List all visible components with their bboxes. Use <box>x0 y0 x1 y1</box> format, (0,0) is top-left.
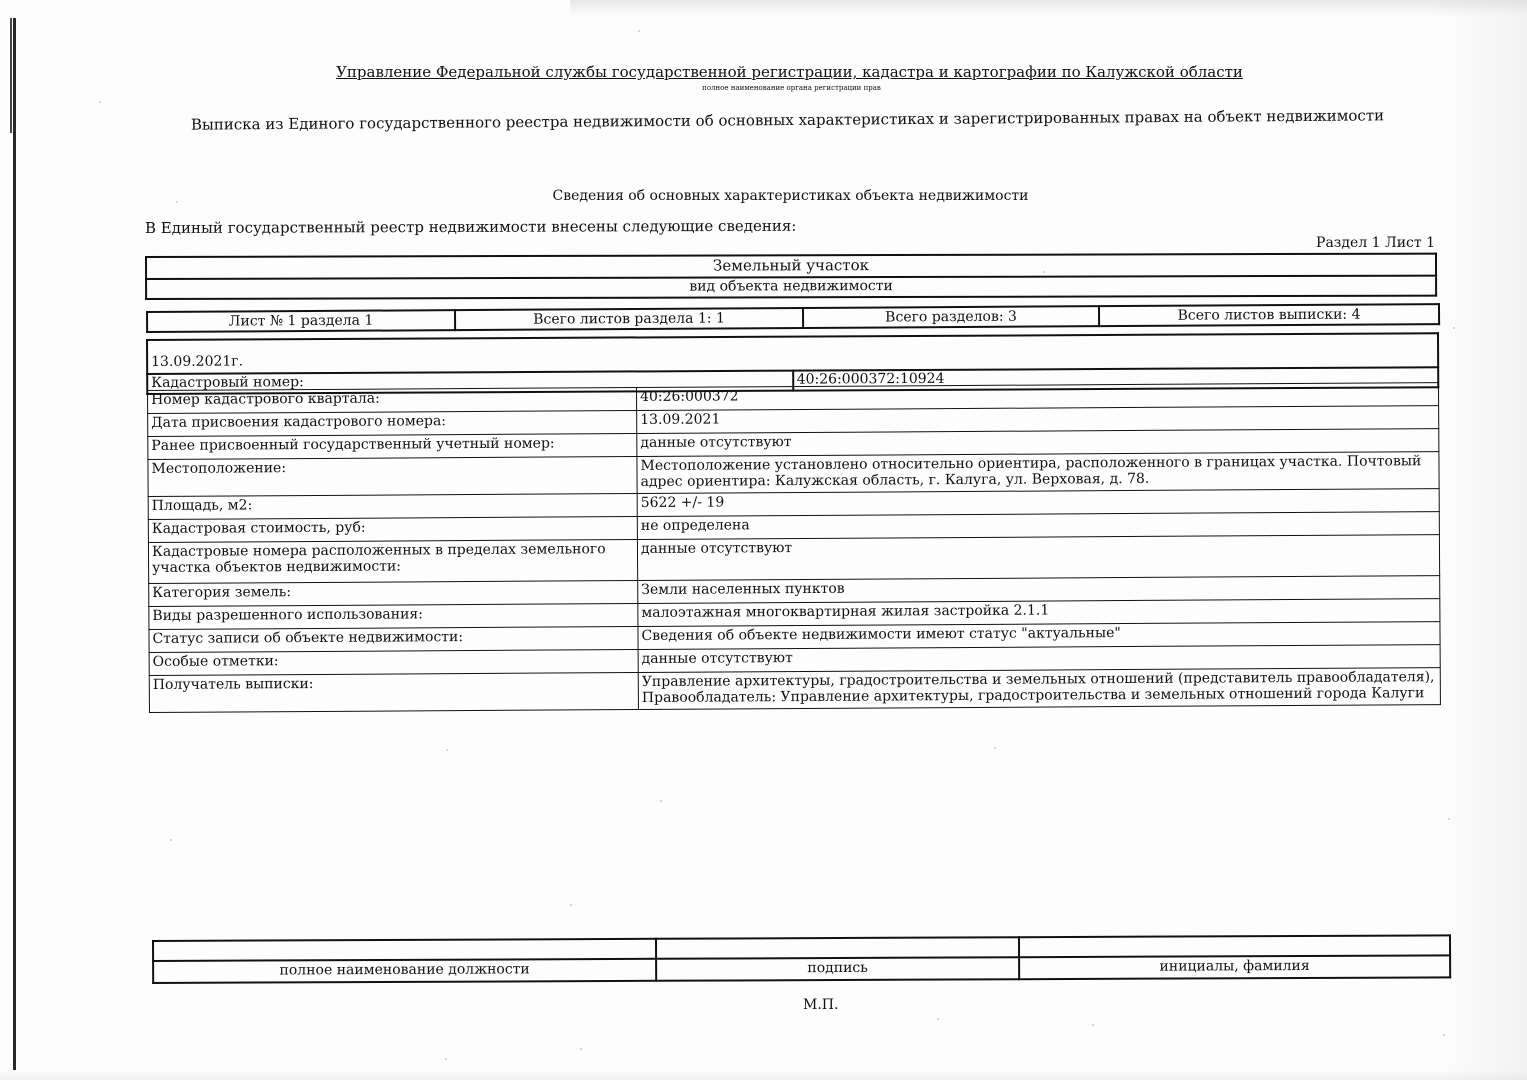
object-type-value: Земельный участок <box>146 254 1436 279</box>
scan-speck <box>570 904 572 906</box>
detail-label: Площадь, м2: <box>148 494 637 520</box>
detail-label: Статус записи об объекте недвижимости: <box>149 627 638 653</box>
detail-label: Кадастровая стоимость, руб: <box>148 517 637 543</box>
scan-speck <box>1453 327 1455 329</box>
detail-value: 13.09.2021 <box>637 406 1439 434</box>
signature-label: подпись <box>656 957 1019 981</box>
scan-top-edge <box>570 0 1527 16</box>
scan-speck <box>99 101 101 103</box>
detail-value: Сведения об объекте недвижимости имеют статус "актуальные" <box>638 622 1440 650</box>
cadastral-number-value: 40:26:000372:10924 <box>793 367 1439 390</box>
object-type-caption-row <box>146 276 1436 299</box>
stamp-place-label: М.П. <box>803 997 839 1013</box>
sheet-number-cell: Лист № 1 раздела 1 <box>147 310 455 332</box>
scan-right-edge <box>1435 0 1527 1080</box>
position-label: полное наименование должности <box>153 959 656 983</box>
detail-value: 40:26:000372 <box>636 383 1438 411</box>
sheet-information-table <box>146 303 1440 333</box>
registration-authority-caption: полное наименование органа регистрации прав <box>702 84 881 92</box>
signature-table <box>152 934 1451 984</box>
position-blank-cell <box>153 939 656 961</box>
section-sheets-cell: Всего листов раздела 1: 1 <box>455 308 803 330</box>
object-type-caption: вид объекта недвижимости <box>146 276 1436 299</box>
scan-speck <box>638 30 640 32</box>
detail-row <box>149 668 1440 713</box>
detail-value: не определена <box>637 512 1439 540</box>
detail-label: Виды разрешенного использования: <box>149 604 638 630</box>
detail-value: Управление архитектуры, градостроительства и земельных отношений (представитель правообладателя), Правообладатель: Управление архитектуры, градостроительства и земельных отношений города Калуги <box>638 668 1440 710</box>
detail-value: малоэтажная многоквартирная жилая застройка 2.1.1 <box>638 599 1440 627</box>
scan-speck <box>170 839 172 841</box>
scan-speck <box>445 1058 447 1060</box>
signature-blank-cell <box>656 937 1019 959</box>
scan-speck <box>937 1018 939 1020</box>
registry-date: 13.09.2021г. <box>147 333 1438 374</box>
detail-label: Дата присвоения кадастрового номера: <box>148 411 637 437</box>
scan-speck <box>1448 818 1450 820</box>
signature-label-row <box>153 955 1450 983</box>
section-heading: Сведения об основных характеристиках объекта недвижимости <box>552 188 1029 204</box>
document-title: Выписка из Единого государственного реестра недвижимости об основных характеристиках и зарегистрированных правах на объект недвижимости <box>190 106 1385 134</box>
registry-intro-text: В Единый государственный реестр недвижимости внесены следующие сведения: <box>144 216 797 237</box>
detail-label: Получатель выписки: <box>149 673 638 713</box>
name-label: инициалы, фамилия <box>1019 955 1450 979</box>
object-type-table <box>145 253 1437 300</box>
detail-value: данные отсутствуют <box>637 429 1439 457</box>
detail-label: Категория земель: <box>149 581 638 607</box>
scan-speck <box>1092 1024 1094 1026</box>
total-sections-cell: Всего разделов: 3 <box>803 306 1099 328</box>
object-details-table <box>147 382 1441 713</box>
detail-label: Особые отметки: <box>149 650 638 676</box>
sheet-information-row <box>147 304 1439 332</box>
detail-value: Земли населенных пунктов <box>638 576 1440 604</box>
detail-label: Местоположение: <box>148 457 637 497</box>
detail-value: 5622 +/- 19 <box>637 489 1439 517</box>
name-blank-cell <box>1019 935 1450 957</box>
scan-speck <box>660 800 662 802</box>
detail-value: Местоположение установлено относительно ориентира, расположенного в границах участка. Почтовый адрес ориентира: Калужская область, г. Калуга, ул. Верховая, д. 78. <box>637 452 1439 494</box>
registration-authority-name: Управление Федеральной службы государственной регистрации, кадастра и картографии по Калужской области <box>336 63 1243 81</box>
scan-left-edge <box>13 18 16 1070</box>
cadastral-number-label: Кадастровый номер: <box>147 371 793 394</box>
detail-value: данные отсутствуют <box>637 535 1439 581</box>
total-extract-sheets-cell: Всего листов выписки: 4 <box>1099 304 1439 326</box>
detail-value: данные отсутствуют <box>638 645 1440 673</box>
detail-label: Номер кадастрового квартала: <box>148 388 637 414</box>
detail-label: Ранее присвоенный государственный учетный номер: <box>148 434 637 460</box>
scan-speck <box>994 747 996 749</box>
section-page-reference: Раздел 1 Лист 1 <box>1316 235 1435 251</box>
scan-speck <box>446 749 448 751</box>
scan-speck <box>1443 1034 1445 1036</box>
scan-bottom-edge <box>0 1070 1527 1080</box>
detail-label: Кадастровые номера расположенных в пределах земельного участка объектов недвижимости: <box>148 540 637 584</box>
scan-speck <box>580 1048 582 1050</box>
